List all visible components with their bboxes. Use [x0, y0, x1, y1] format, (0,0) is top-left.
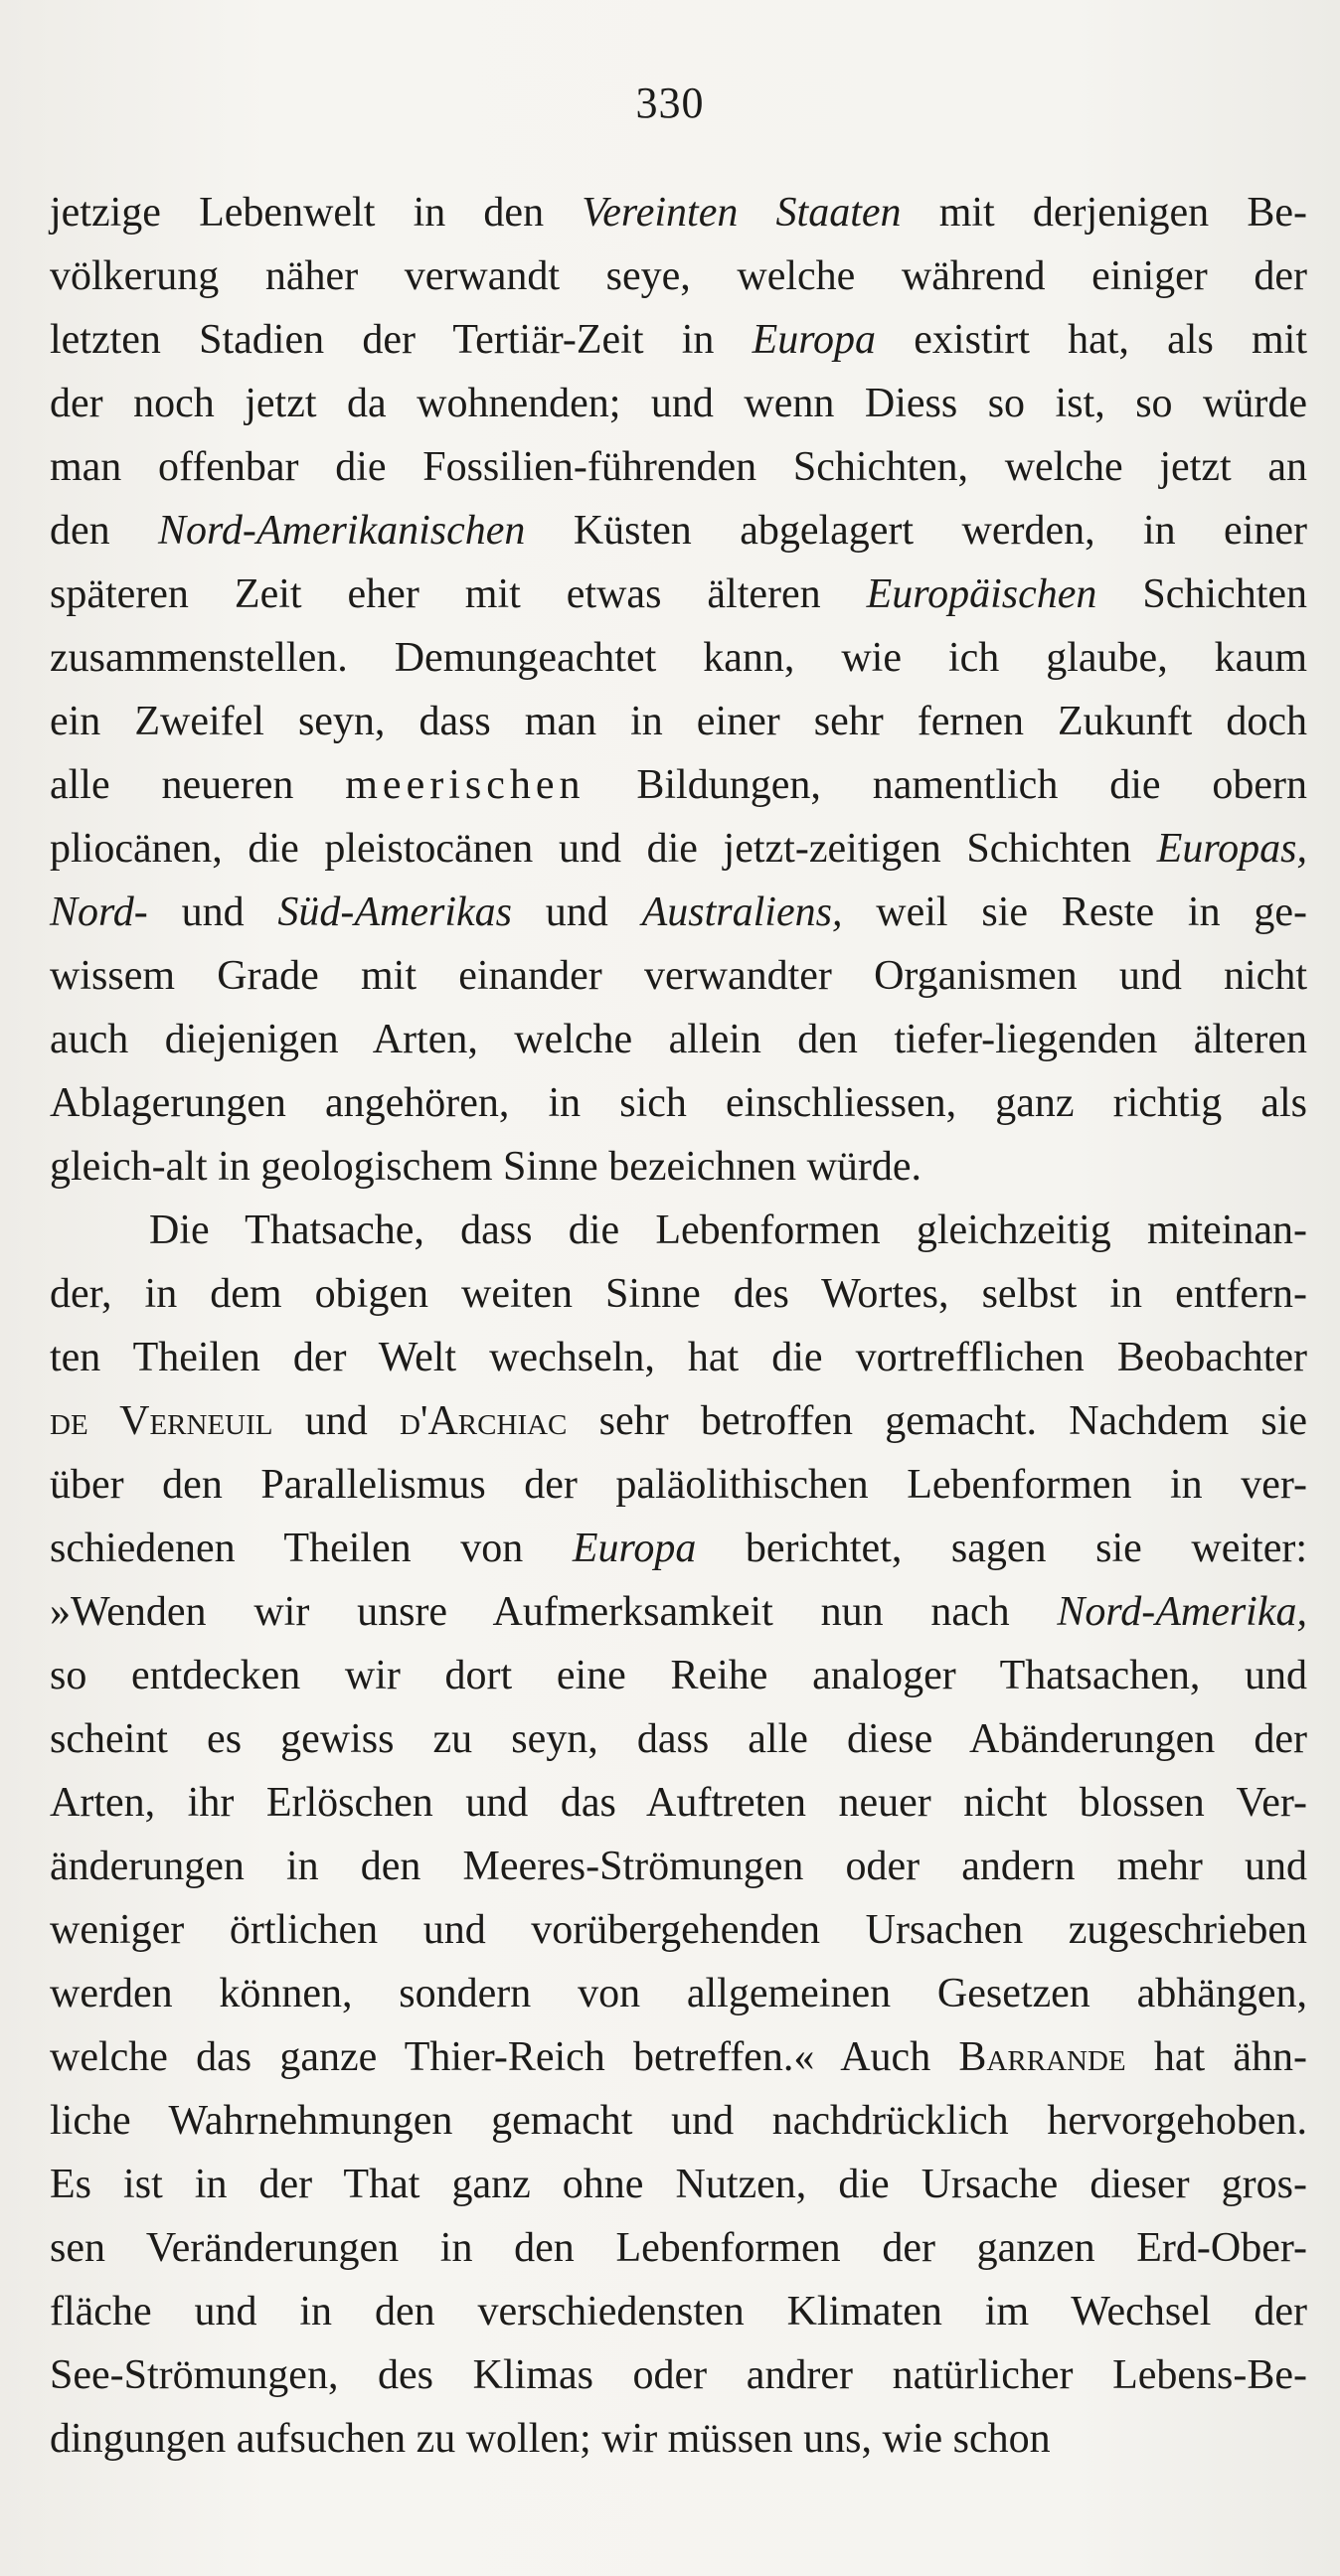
text-run: man offenbar die Fossilien-führenden Schichten, welche jetzt an: [50, 444, 1307, 490]
italic-text: Europa: [752, 317, 877, 363]
text-run: weil sie Reste in ge-: [842, 889, 1308, 935]
text-line: [50, 1835, 1307, 1898]
text-run: Küsten abgelagert werden, in einer: [525, 508, 1307, 554]
text-run: zusammenstellen. Demungeachtet kann, wie ich glaube, kaum: [50, 635, 1307, 681]
text-run: jetzige Lebenwelt in den: [50, 190, 583, 236]
text-run: welche das ganze Thier-Reich betreffen.« Auch: [50, 2034, 959, 2080]
text-line: [50, 1135, 1307, 1199]
text-line: [50, 435, 1307, 499]
text-run: Arten, ihr Erlöschen und das Auftreten neuer nicht blossen Ver-: [50, 1780, 1307, 1826]
text-line: [50, 817, 1307, 881]
text-run: schiedenen Theilen von: [50, 1526, 573, 1571]
text-line: [50, 1962, 1307, 2025]
text-run: sehr betroffen gemacht. Nachdem sie: [567, 1398, 1308, 1444]
italic-text: Süd-Amerikas: [277, 889, 513, 935]
text-run: Ablagerungen angehören, in sich einschliessen, ganz richtig als: [50, 1080, 1307, 1126]
text-run: mit derjenigen Be-: [901, 190, 1307, 236]
text-run: alle neueren: [50, 762, 346, 808]
text-run: existirt hat, als mit: [876, 317, 1308, 363]
text-run: fläche und in den verschiedensten Klimaten im Wechsel der: [50, 2289, 1307, 2334]
text-line: [50, 626, 1307, 690]
text-line: [50, 690, 1307, 753]
text-run: über den Parallelismus der paläolithischen Lebenformen in ver-: [50, 1462, 1307, 1508]
text-line: [50, 2280, 1307, 2343]
text-line: [50, 1071, 1307, 1135]
text-run: dingungen aufsuchen zu wollen; wir müssen uns, wie schon: [50, 2416, 1051, 2462]
text-line: [50, 244, 1307, 308]
text-line: [50, 499, 1307, 563]
text-run: letzten Stadien der Tertiär-Zeit in: [50, 317, 753, 363]
text-line: [50, 1580, 1307, 1644]
smallcaps-text: Barrande: [958, 2034, 1126, 2080]
body-text: [50, 181, 1307, 2471]
text-run: der noch jetzt da wohnenden; und wenn Diess so ist, so würde: [50, 381, 1307, 426]
text-line: [50, 181, 1307, 244]
italic-text: Australiens,: [641, 889, 843, 935]
text-line: [50, 308, 1307, 372]
italic-text: Nord-: [50, 889, 148, 935]
text-run: berichtet, sagen sie weiter:: [696, 1526, 1307, 1571]
text-line: [50, 1644, 1307, 1707]
text-line: [50, 372, 1307, 435]
text-line: [50, 1517, 1307, 1580]
text-line: [50, 753, 1307, 817]
text-run: völkerung näher verwandt seye, welche während einiger der: [50, 253, 1307, 299]
text-line: [50, 2407, 1307, 2471]
text-run: Es ist in der That ganz ohne Nutzen, die Ursache dieser gros-: [50, 2162, 1307, 2207]
text-run: und: [147, 889, 278, 935]
text-run: ein Zweifel seyn, dass man in einer sehr fernen Zukunft doch: [50, 699, 1307, 744]
italic-text: Europa: [572, 1526, 697, 1571]
text-run: so entdecken wir dort eine Reihe analoger Thatsachen, und: [50, 1653, 1307, 1698]
spaced-text: meerischen: [345, 762, 586, 808]
text-line: [50, 1262, 1307, 1326]
smallcaps-text: d'Archiac: [399, 1398, 568, 1444]
text-run: den: [50, 508, 159, 554]
italic-text: Nord-Amerika,: [1057, 1589, 1307, 1635]
text-run: und: [272, 1398, 400, 1444]
text-line: [50, 1199, 1307, 1262]
text-line: [50, 563, 1307, 626]
text-line: [50, 2153, 1307, 2216]
text-run: »Wenden wir unsre Aufmerksamkeit nun nach: [50, 1589, 1058, 1635]
text-run: See-Strömungen, des Klimas oder andrer natürlicher Lebens-Be-: [50, 2352, 1307, 2398]
text-run: Die Thatsache, dass die Lebenformen gleichzeitig miteinan-: [149, 1208, 1307, 1253]
text-run: Schichten: [1096, 571, 1307, 617]
text-run: ten Theilen der Welt wechseln, hat die vortrefflichen Beobachter: [50, 1335, 1307, 1380]
text-run: werden können, sondern von allgemeinen Gesetzen abhängen,: [50, 1971, 1307, 2016]
text-run: der, in dem obigen weiten Sinne des Wortes, selbst in entfern-: [50, 1271, 1307, 1317]
text-run: sen Veränderungen in den Lebenformen der ganzen Erd-Ober-: [50, 2225, 1307, 2271]
text-line: [50, 1707, 1307, 1771]
text-run: pliocänen, die pleistocänen und die jetzt-zeitigen Schichten: [50, 826, 1157, 872]
text-line: [50, 1771, 1307, 1835]
text-line: [50, 2216, 1307, 2280]
text-run: änderungen in den Meeres-Strömungen oder andern mehr und: [50, 1844, 1307, 1889]
text-run: scheint es gewiss zu seyn, dass alle diese Abänderungen der: [50, 1716, 1307, 1762]
text-run: Bildungen, namentlich die obern: [585, 762, 1307, 808]
text-run: wissem Grade mit einander verwandter Organismen und nicht: [50, 953, 1307, 999]
page-number: 330: [635, 79, 705, 127]
italic-text: Europäischen: [866, 571, 1097, 617]
text-line: [50, 1008, 1307, 1071]
text-line: [50, 1326, 1307, 1389]
text-line: [50, 2089, 1307, 2153]
text-run: späteren Zeit eher mit etwas älteren: [50, 571, 867, 617]
text-run: auch diejenigen Arten, welche allein den tiefer-liegenden älteren: [50, 1017, 1307, 1062]
text-line: [50, 1453, 1307, 1517]
text-run: und: [512, 889, 642, 935]
text-run: liche Wahrnehmungen gemacht und nachdrücklich hervorgehoben.: [50, 2098, 1307, 2144]
text-line: [50, 1389, 1307, 1453]
text-run: weniger örtlichen und vorübergehenden Ursachen zugeschrieben: [50, 1907, 1307, 1953]
italic-text: Nord-Amerikanischen: [158, 508, 526, 554]
text-run: gleich-alt in geologischem Sinne bezeichnen würde.: [50, 1144, 922, 1190]
italic-text: Vereinten Staaten: [582, 190, 902, 236]
italic-text: Europas,: [1156, 826, 1307, 872]
text-line: [50, 944, 1307, 1008]
text-line: [50, 2025, 1307, 2089]
text-line: [50, 1898, 1307, 1962]
smallcaps-text: de Verneuil: [50, 1398, 273, 1444]
text-line: [50, 2343, 1307, 2407]
text-run: hat ähn-: [1125, 2034, 1307, 2080]
text-line: [50, 881, 1307, 944]
